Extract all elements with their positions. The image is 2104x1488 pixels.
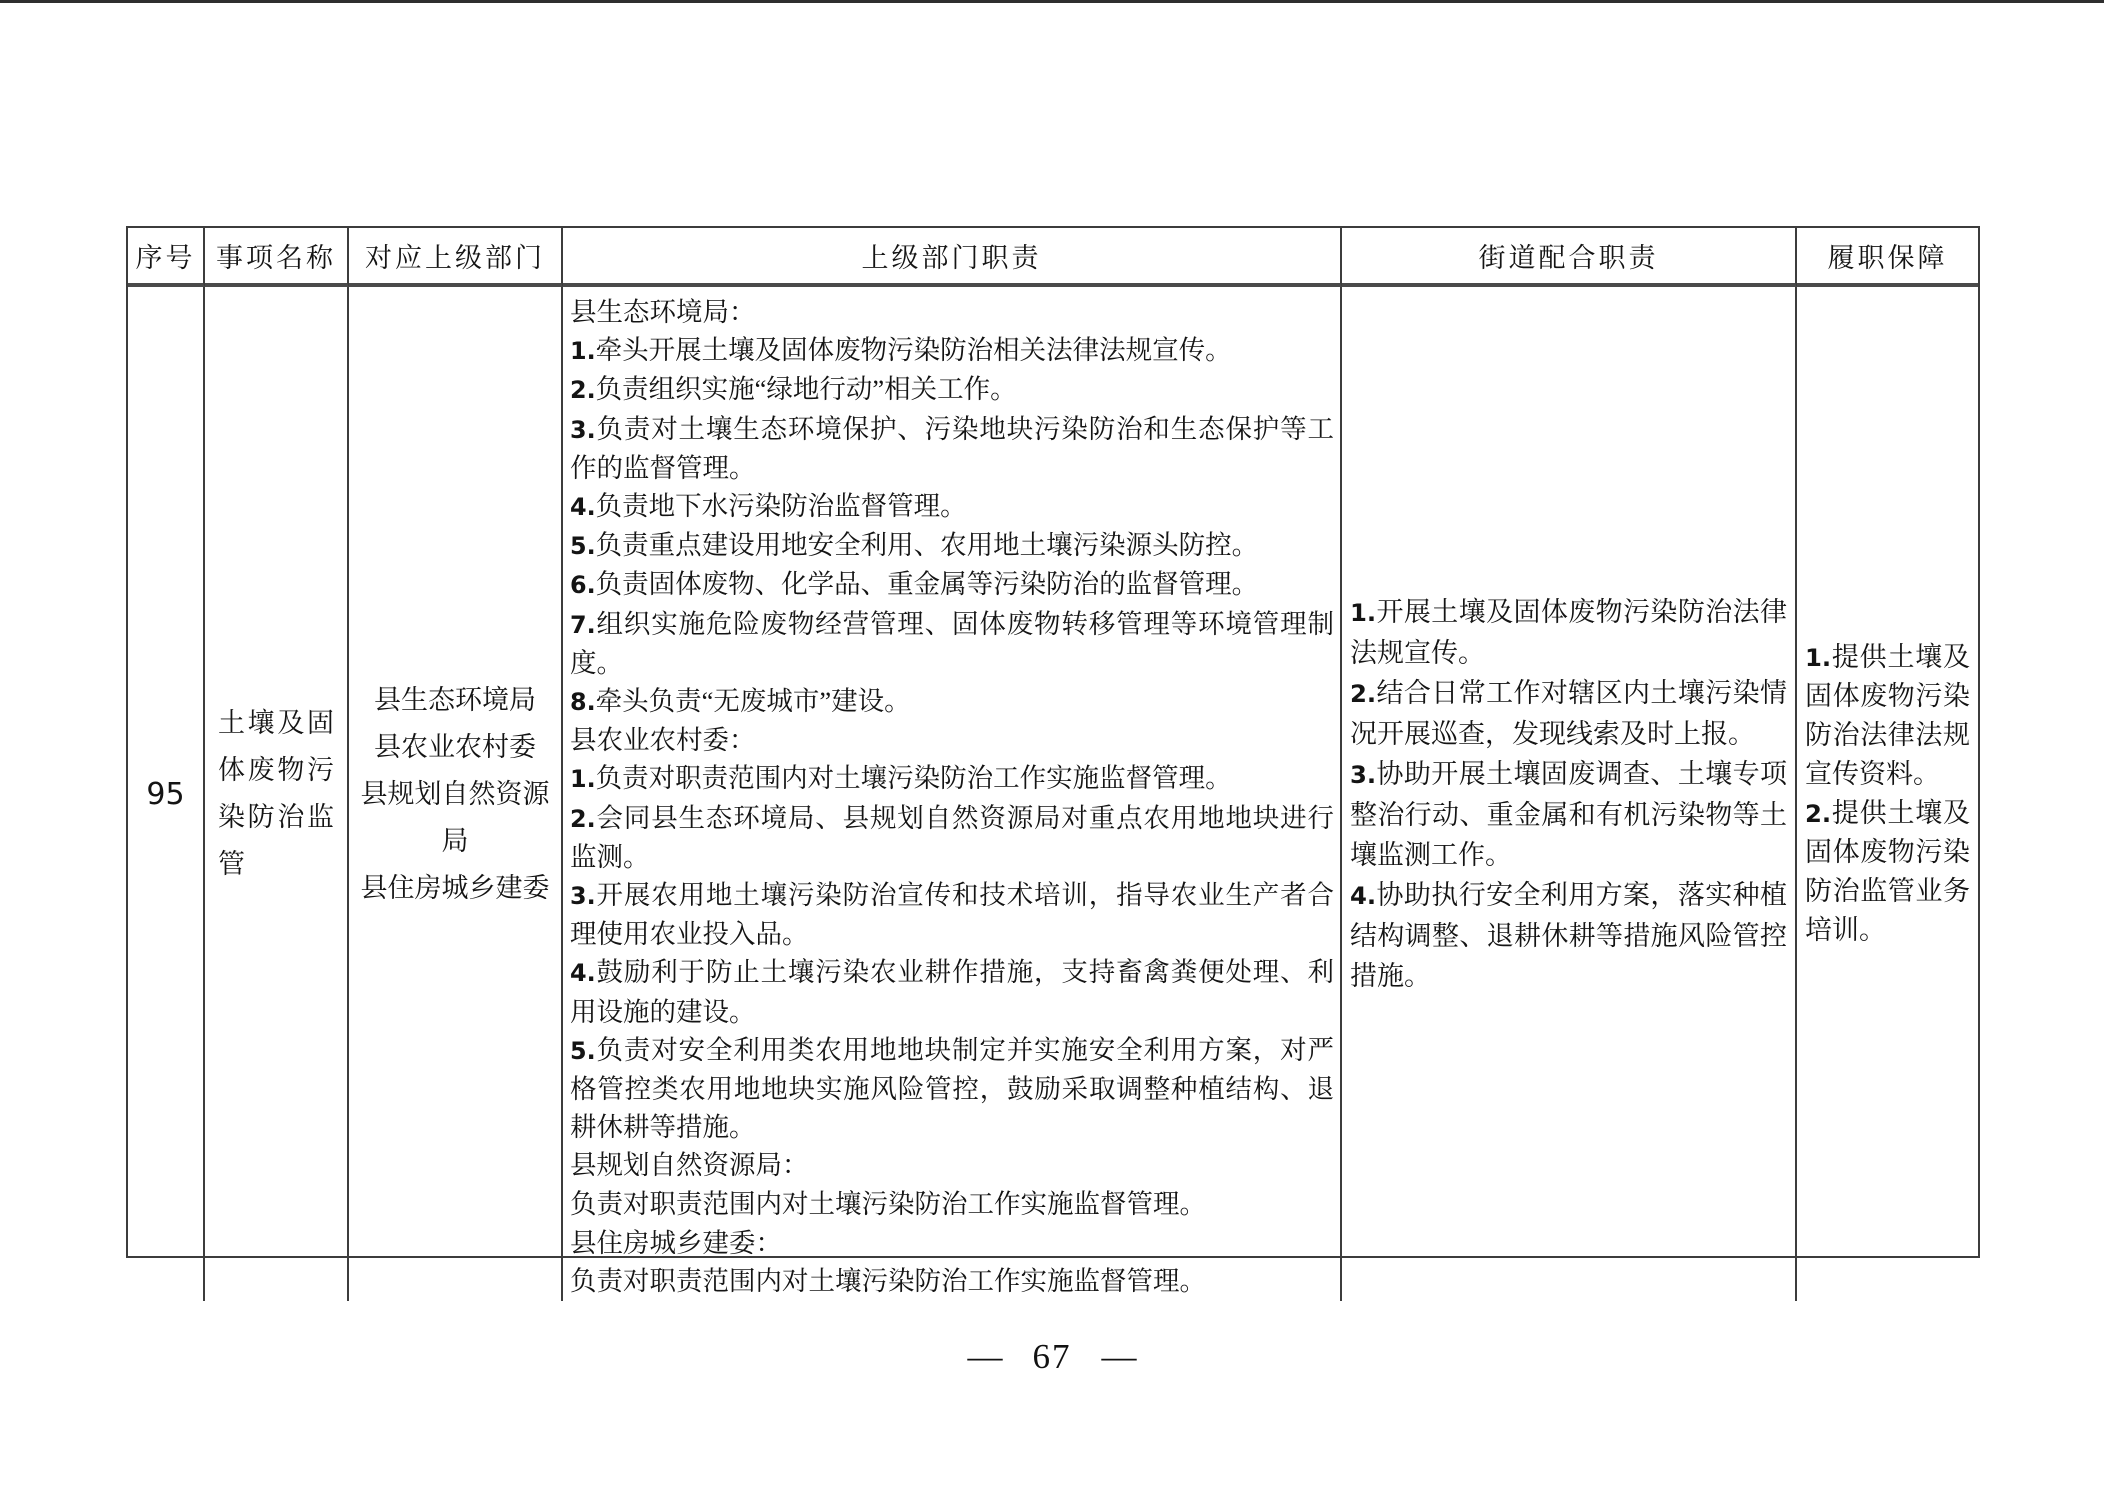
item-name-cell [205,287,349,1301]
item-number: 2. [1350,679,1377,709]
item-text: 负责对职责范围内对土壤污染防治工作实施监督管理。 [570,1266,1206,1297]
item-number: 2. [570,804,596,833]
item-name-text: 土壤及固体废物污染防治监管 [218,708,334,880]
duty-item [570,682,1334,721]
item-text: 负责对安全利用类农用地地块制定并实施安全利用方案，对严格管控类农用地地块实施风险管控，鼓励采取调整种植结构、退耕休耕等措施。 [570,1034,1334,1143]
item-number: 4. [1350,881,1377,911]
duty-item [570,487,1334,526]
duty-item [570,331,1334,370]
duty-section-heading: 县生态环境局： [570,297,756,327]
item-text: 负责重点建设用地安全利用、农用地土壤污染源头防控。 [595,530,1259,561]
street-duty-item [1350,754,1787,875]
header-departments: 对应上级部门 [349,228,563,287]
duty-item [570,370,1334,409]
duty-item [570,876,1334,953]
item-text: 开展农用地土壤污染防治宣传和技术培训，指导农业生产者合理使用农业投入品。 [570,880,1334,950]
item-text: 负责对职责范围内对土壤污染防治工作实施监督管理。 [570,1188,1206,1219]
responsibility-table [126,226,1980,1297]
duty-item [570,605,1334,682]
item-number: 3. [1350,760,1377,790]
header-item-name: 事项名称 [205,228,349,287]
item-number: 1. [570,765,596,794]
street-duty-item [1350,673,1787,754]
item-number: 1. [570,337,596,366]
item-text: 负责固体废物、化学品、重金属等污染防治的监督管理。 [595,569,1259,600]
departments-cell [349,287,563,1301]
duty-item [570,759,1334,798]
duty-section-heading: 县住房城乡建委： [570,1227,782,1258]
street-duties-cell [1342,287,1797,1301]
department: 县农业农村委 [374,731,536,762]
header-guarantee: 履职保障 [1797,228,1978,287]
duty-item [570,799,1334,876]
item-number: 4. [570,493,596,522]
seq-cell [128,287,205,1301]
duty-item [570,410,1334,487]
item-text: 提供土壤及固体废物污染防治监管业务培训。 [1805,798,1970,946]
item-number: 6. [570,571,596,600]
item-number: 5. [570,532,596,561]
footer-dash-right: — [1101,1337,1137,1376]
item-text: 协助执行安全利用方案，落实种植结构调整、退耕休耕等措施风险管控措施。 [1350,880,1787,992]
department: 县住房城乡建委 [360,872,550,903]
item-text: 结合日常工作对辖区内土壤污染情况开展巡查，发现线索及时上报。 [1350,678,1787,750]
item-number: 1. [1805,643,1832,673]
street-duty-item [1350,592,1787,673]
duty-item [570,953,1334,1030]
item-text: 负责地下水污染防治监督管理。 [595,491,967,522]
item-number: 7. [570,610,596,639]
street-duty-item [1350,875,1787,996]
duty-item [570,526,1334,565]
duty-item [570,1185,1334,1224]
item-text: 提供土壤及固体废物污染防治法律法规宣传资料。 [1805,642,1970,790]
item-number: 4. [570,959,596,988]
item-text: 负责组织实施“绿地行动”相关工作。 [595,374,1017,405]
item-number: 8. [570,688,596,717]
duty-section-heading: 县农业农村委： [570,725,756,756]
item-number: 1. [1350,598,1377,628]
guarantee-item [1805,794,1970,950]
item-number: 2. [570,376,596,405]
superior-duties-cell [563,287,1342,1301]
guarantee-item [1805,638,1970,794]
item-text: 会同县生态环境局、县规划自然资源局对重点农用地地块进行监测。 [570,802,1334,872]
scan-edge [0,0,2104,3]
header-superior-duties: 上级部门职责 [563,228,1342,287]
guarantee-cell [1797,287,1978,1301]
item-text: 组织实施危险废物经营管理、固体废物转移管理等环境管理制度。 [570,608,1334,678]
duty-item [570,565,1334,604]
item-number: 3. [570,415,596,444]
duty-section-heading: 县规划自然资源局： [570,1150,809,1181]
header-seq: 序号 [128,228,205,287]
page-footer [0,1337,2104,1377]
item-text: 协助开展土壤固废调查、土壤专项整治行动、重金属和有机污染物等土壤监测工作。 [1350,759,1787,871]
item-number: 3. [570,882,596,911]
item-number: 5. [570,1036,596,1065]
item-text: 牵头开展土壤及固体废物污染防治相关法律法规宣传。 [595,335,1232,366]
item-text: 负责对土壤生态环境保护、污染地块污染防治和生态保护等工作的监督管理。 [570,413,1334,483]
footer-dash-left: — [967,1337,1003,1376]
item-number: 2. [1805,799,1832,829]
page-number: 67 [1032,1337,1072,1376]
department: 县生态环境局 [374,684,536,715]
duty-item [570,1262,1334,1301]
department: 县规划自然资源局 [360,778,550,856]
header-street-duties: 街道配合职责 [1342,228,1797,287]
item-text: 负责对职责范围内对土壤污染防治工作实施监督管理。 [595,763,1232,794]
item-text: 牵头负责“无废城市”建设。 [595,686,911,717]
item-text: 开展土壤及固体废物污染防治法律法规宣传。 [1350,597,1787,669]
seq-value: 95 [146,776,185,812]
duty-item [570,1031,1334,1147]
item-text: 鼓励利于防止土壤污染农业耕作措施，支持畜禽粪便处理、利用设施的建设。 [570,957,1334,1027]
